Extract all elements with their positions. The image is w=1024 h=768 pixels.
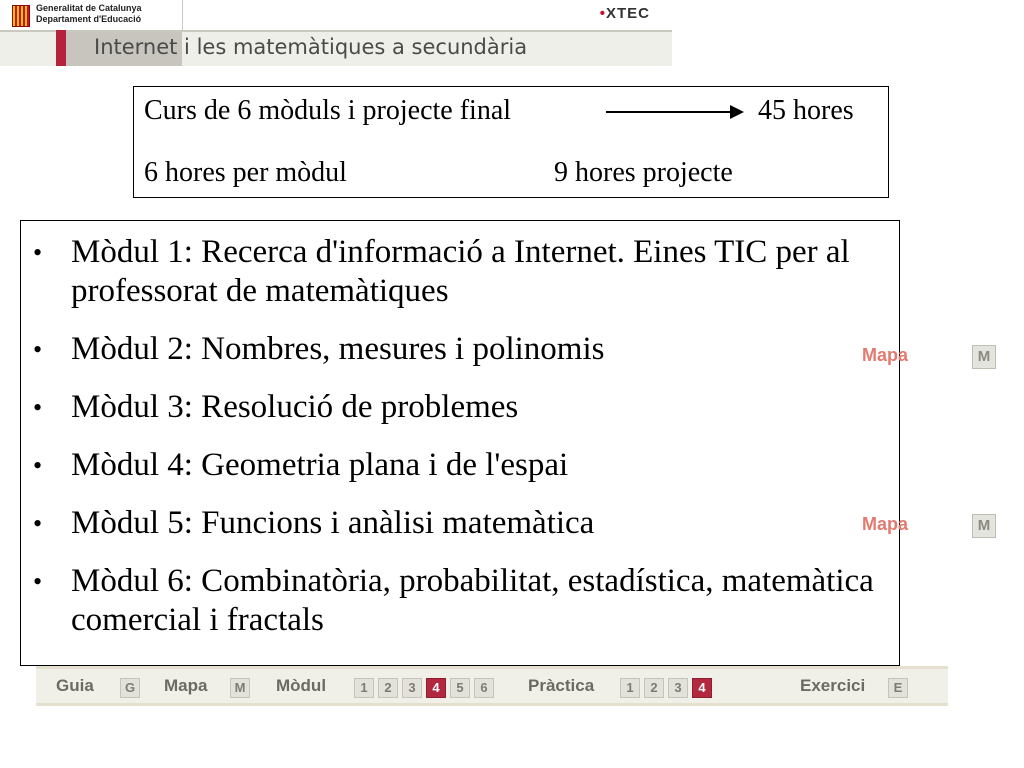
module-3-text: Mòdul 3: Resolució de problemes [71, 389, 519, 425]
course-title: Internet i les matemàtiques a secundària [94, 35, 528, 59]
nav-exercici-link[interactable]: Exercici [800, 676, 866, 695]
nav-practica-chip-1[interactable]: 1 [620, 678, 640, 698]
course-total-hours: 45 hores [758, 95, 854, 126]
side-mapa-link-1[interactable]: Mapa [862, 345, 909, 365]
nav-modul-chip-5[interactable]: 5 [450, 678, 470, 698]
xtec-logo-text: XTEC [605, 5, 650, 22]
nav-practica-link[interactable]: Pràctica [528, 676, 595, 695]
bullet-icon: • [33, 393, 43, 422]
course-info-box [133, 86, 889, 198]
module-list-box [20, 220, 900, 666]
bullet-icon: • [33, 335, 43, 364]
nav-mapa-chip[interactable]: M [230, 678, 250, 698]
hours-per-module: 6 hores per mòdul [144, 157, 347, 188]
list-item [21, 504, 899, 543]
list-item [21, 330, 899, 369]
side-m-button-2[interactable]: M [972, 514, 996, 538]
nav-modul-chip-4[interactable]: 4 [426, 678, 446, 698]
nav-mapa-link[interactable]: Mapa [164, 676, 208, 695]
organization-name [36, 3, 142, 25]
title-bar-left [0, 32, 56, 66]
bullet-icon: • [33, 451, 43, 480]
nav-modul-chip-1[interactable]: 1 [354, 678, 374, 698]
bullet-icon: • [33, 509, 43, 538]
nav-guia-link[interactable]: Guia [56, 676, 94, 695]
nav-practica-chip-2[interactable]: 2 [644, 678, 664, 698]
nav-exercici-chip[interactable]: E [888, 678, 908, 698]
generalitat-logo-icon [12, 5, 30, 27]
course-structure-text: Curs de 6 mòduls i projecte final [144, 95, 512, 126]
header-banner [0, 0, 672, 66]
bullet-icon: • [33, 567, 43, 596]
xtec-dot: • [599, 5, 606, 22]
nav-practica-chip-3[interactable]: 3 [668, 678, 688, 698]
module-6-text: Mòdul 6: Combinatòria, probabilitat, estadística, matemàtica comercial i fractals [71, 563, 874, 638]
list-item [21, 562, 899, 640]
nav-modul-chip-3[interactable]: 3 [402, 678, 422, 698]
list-item [21, 446, 899, 485]
nav-guia-chip[interactable]: G [120, 678, 140, 698]
nav-modul-chip-6[interactable]: 6 [474, 678, 494, 698]
organization-line-2: Departament d'Educació [36, 14, 142, 24]
module-4-text: Mòdul 4: Geometria plana i de l'espai [71, 447, 569, 483]
list-item [21, 233, 899, 311]
nav-modul-chip-2[interactable]: 2 [378, 678, 398, 698]
module-list [21, 233, 899, 659]
xtec-logo[interactable] [600, 5, 650, 22]
organization-line-1: Generalitat de Catalunya [36, 3, 142, 13]
arrow-right-icon [730, 105, 744, 119]
arrow-line [606, 111, 734, 113]
nav-practica-chip-4[interactable]: 4 [692, 678, 712, 698]
bottom-navbar [36, 666, 948, 706]
project-hours: 9 hores projecte [554, 157, 733, 188]
module-5-text: Mòdul 5: Funcions i anàlisi matemàtica [71, 505, 595, 541]
banner-vertical-divider [182, 0, 183, 30]
module-1-text: Mòdul 1: Recerca d'informació a Internet. Eines TIC per al professorat de matemàtiques [71, 234, 850, 309]
list-item [21, 388, 899, 427]
side-mapa-link-2[interactable]: Mapa [862, 514, 909, 534]
module-2-text: Mòdul 2: Nombres, mesures i polinomis [71, 331, 605, 367]
bullet-icon: • [33, 238, 43, 267]
nav-modul-link[interactable]: Mòdul [276, 676, 327, 695]
side-m-button-1[interactable]: M [972, 345, 996, 369]
title-accent-bar [56, 30, 66, 66]
